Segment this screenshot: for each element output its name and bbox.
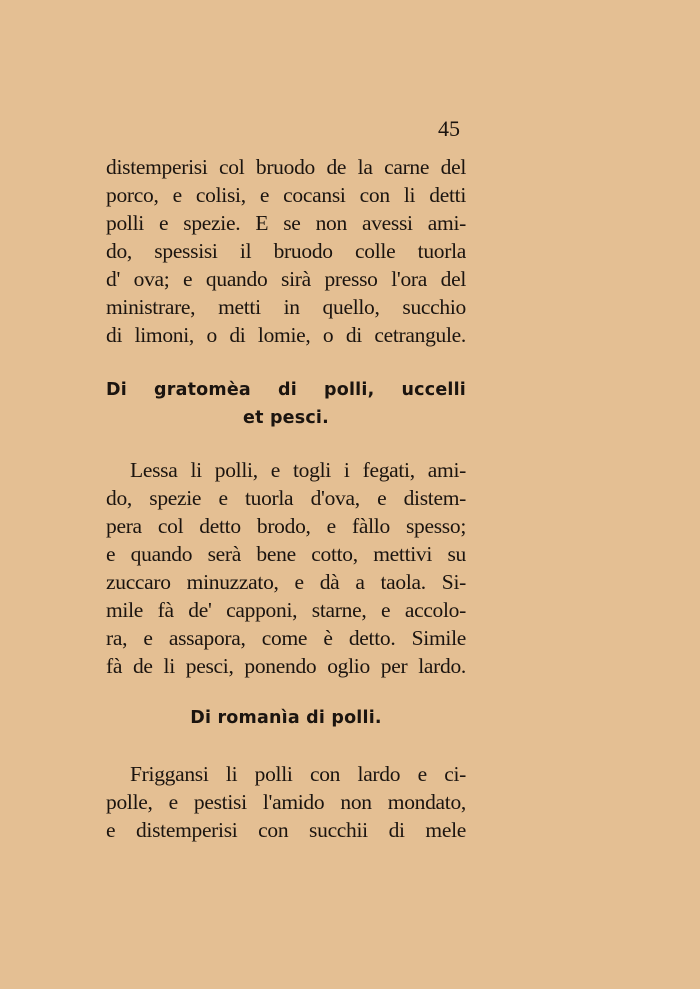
- text-line: pera col detto brodo, e fàllo spesso;: [106, 514, 466, 538]
- heading-line: Di gratomèa di polli, uccelli: [106, 380, 466, 400]
- paragraph-gratomea: [106, 456, 466, 680]
- text-line: zuccaro minuzzato, e dà a taola. Si-: [106, 570, 466, 594]
- heading-line: Di romanìa di polli.: [190, 708, 382, 728]
- text-line: mile fà de' capponi, starne, e accolo-: [106, 598, 466, 622]
- text-line: do, spessisi il bruodo colle tuorla: [106, 239, 466, 263]
- text-line: e quando serà bene cotto, mettivi su: [106, 542, 466, 566]
- text-line: d' ova; e quando sirà presso l'ora del: [106, 267, 466, 291]
- text-line: distemperisi col bruodo de la carne del: [106, 155, 466, 179]
- text-line: Friggansi li polli con lardo e ci-: [130, 762, 466, 786]
- text-line: di limoni, o di lomie, o di cetrangule.: [106, 323, 466, 347]
- text-line: polle, e pestisi l'amido non mondato,: [106, 790, 466, 814]
- text-line: e distemperisi con succhii di mele: [106, 818, 466, 842]
- heading-line: et pesci.: [243, 408, 329, 428]
- text-line: ministrare, metti in quello, succhio: [106, 295, 466, 319]
- text-line: polli e spezie. E se non avessi ami-: [106, 211, 466, 235]
- paragraph-continued: [106, 153, 466, 349]
- text-line: do, spezie e tuorla d'ova, e distem-: [106, 486, 466, 510]
- text-line: porco, e colisi, e cocansi con li detti: [106, 183, 466, 207]
- section-heading-romania: [126, 704, 446, 732]
- text-line: Lessa li polli, e togli i fegati, ami-: [130, 458, 466, 482]
- text-line: fà de li pesci, ponendo oglio per lardo.: [106, 654, 466, 678]
- section-heading-gratomea: [106, 376, 466, 432]
- page-number: 45: [438, 116, 460, 141]
- text-line: ra, e assapora, come è detto. Simile: [106, 626, 466, 650]
- paragraph-romania: [106, 760, 466, 844]
